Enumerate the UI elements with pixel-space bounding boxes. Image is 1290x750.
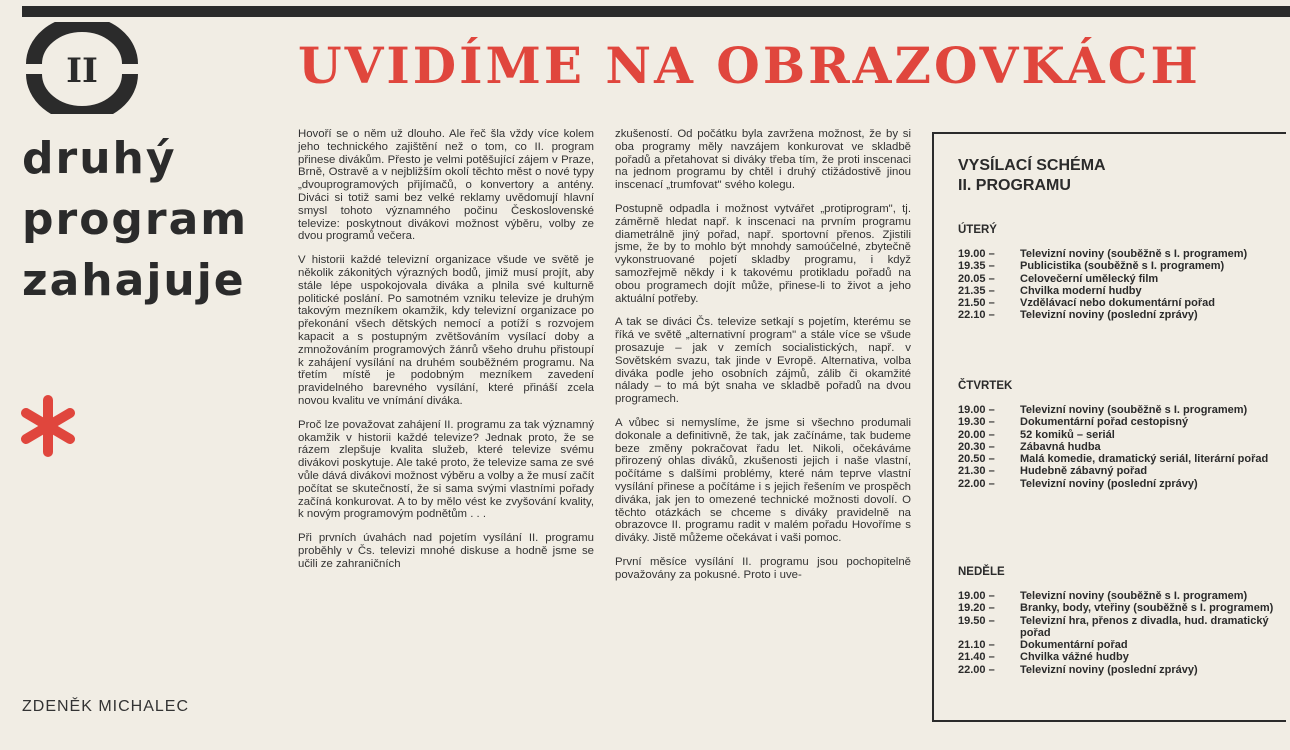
description: Dokumentární pořad cestopisný bbox=[1020, 416, 1189, 429]
schedule-item bbox=[958, 260, 1286, 272]
schedule-item bbox=[958, 285, 1286, 297]
description: Vzdělávací nebo dokumentární pořad bbox=[1020, 297, 1215, 310]
schedule-day-thursday bbox=[958, 380, 1286, 490]
tv-program-ii-icon bbox=[22, 22, 142, 114]
schedule-item bbox=[958, 590, 1286, 602]
schedule-day-tuesday bbox=[958, 224, 1286, 322]
subtitle bbox=[22, 128, 282, 311]
time: 20.50 – bbox=[958, 453, 995, 466]
paragraph: A vůbec si nemyslíme, že jsme si všechno produmali dokonale a definitivně, že tak, jak začínáme, tak budeme beze změny pokračovat řadu let. Nikoli, očekáváme přirozený ohlas diváků, zkušenosti jejich i naše vlastní, počítáme s dalšími problémy, které nám teprve vlastní vysílání přinese a počítáme i s jejich řešením ve prospěch diváka, jak jen to omezené technické možnosti dovolí. O těchto otázkách se chceme s diváky pravidelně na obrazovce II. programu radit v malém pořadu Hovoříme s diváky. Jistě můžeme očekávat i vaši pomoc. bbox=[615, 416, 911, 545]
time: 19.50 – bbox=[958, 614, 995, 627]
top-rule bbox=[22, 6, 1290, 17]
description: Televizní noviny (souběžně s I. programem) bbox=[1020, 404, 1248, 416]
description: 52 komiků – seriál bbox=[1020, 428, 1115, 441]
headline: UVIDÍME NA OBRAZOVKÁCH bbox=[298, 36, 1201, 95]
time: 20.30 – bbox=[958, 440, 995, 453]
paragraph: První měsíce vysílání II. programu jsou pochopitelně považovány za pokusné. Proto i uve- bbox=[615, 555, 911, 581]
paragraph: Postupně odpadla i možnost vytvářet „protiprogram", tj. záměrně hledat např. k inscenaci na prvním programu diametrálně jiný pořad, např. sportovní přenos. Zjistili jsme, že by to mohlo být mnohdy samoúčelné, zbytečně vykonstruované pojetí skladby programu, i když samozřejmě někdy i k takovému protikladu pořadů na obou programech dojít může, přinese-li to život a jeho aktuální potřeby. bbox=[615, 202, 911, 305]
schedule-item bbox=[958, 297, 1286, 309]
schedule-title bbox=[958, 156, 1106, 196]
description: Publicistika (souběžně s I. programem) bbox=[1020, 260, 1225, 273]
description: Zábavná hudba bbox=[1020, 440, 1101, 453]
description: Celovečerní umělecký film bbox=[1020, 272, 1159, 285]
paragraph: zkušeností. Od počátku byla zavržena možnost, že by si oba programy měly navzájem konkurovat ve skladbě pořadů a přetahovat si diváky třeba tím, že proti inscenaci na jednom programu by chtěl i druhý ctižádostivě jinou inscenací „trumfovat" svého kolegu. bbox=[615, 128, 911, 192]
schedule-item bbox=[958, 602, 1286, 614]
time: 19.30 – bbox=[958, 416, 995, 429]
day-name: ČTVRTEK bbox=[958, 380, 1013, 392]
time: 19.35 – bbox=[958, 260, 995, 273]
article-column-1 bbox=[298, 128, 594, 582]
schedule-item bbox=[958, 429, 1286, 441]
time: 19.20 – bbox=[958, 602, 995, 615]
description: Televizní hra, přenos z divadla, hud. dramatický pořad bbox=[1020, 614, 1269, 639]
logo-label: II bbox=[66, 51, 98, 91]
paragraph: Hovoří se o něm už dlouho. Ale řeč šla vždy více kolem jeho technického zajištění než o tom, co II. program přinese divákům. Přesto je velmi potěšující zájem v Praze, Brně, Ostravě a v nejbližším okolí těchto měst o nové typy „dvouprogramových přijímačů, o konvertory a antény. Diváci si totiž sami bez velké reklamy uvědomují hlavní smysl tohoto významného počinu Československé televize: poskytnout divákovi možnost výběru, volby ze dvou programů večera. bbox=[298, 128, 594, 243]
day-name: ÚTERÝ bbox=[958, 224, 997, 236]
schedule-day-sunday bbox=[958, 566, 1286, 676]
time: 19.00 – bbox=[958, 404, 995, 416]
time: 20.00 – bbox=[958, 428, 995, 441]
schedule-box bbox=[932, 132, 1286, 722]
description: Televizní noviny (poslední zprávy) bbox=[1020, 477, 1198, 490]
subtitle-line: zahajuje bbox=[22, 255, 246, 306]
time: 19.00 – bbox=[958, 590, 995, 602]
schedule-item bbox=[958, 441, 1286, 453]
paragraph: Při prvních úvahách nad pojetím vysílání II. programu proběhly v Čs. televizi mnohé diskuse a hodně jsme se učili ze zahraničních bbox=[298, 532, 594, 570]
schedule-item bbox=[958, 273, 1286, 285]
description: Chvilka vážné hudby bbox=[1020, 651, 1129, 664]
paragraph: A tak se diváci Čs. televize setkají s pojetím, kterému se říká ve světě „alternativní program" a stále více se všude prosazuje – jak v zemích socialistických, např. v Sovětském svazu, tak jinde v Evropě. Alternativa, volba diváka podle jeho osobních zájmů, zálib či okamžité nálady – to má být snaha ve skladbě pořadů na dvou programech. bbox=[615, 316, 911, 406]
schedule-item bbox=[958, 416, 1286, 428]
description: Televizní noviny (poslední zprávy) bbox=[1020, 663, 1198, 676]
time: 21.50 – bbox=[958, 297, 995, 310]
description: Televizní noviny (souběžně s I. programem) bbox=[1020, 590, 1248, 602]
schedule-item bbox=[958, 248, 1286, 260]
description: Dokumentární pořad bbox=[1020, 639, 1128, 652]
schedule-item bbox=[958, 309, 1286, 321]
description: Malá komedie, dramatický seriál, literární pořad bbox=[1020, 453, 1269, 466]
schedule-item bbox=[958, 639, 1286, 651]
description: Televizní noviny (souběžně s I. programem) bbox=[1020, 248, 1248, 260]
time: 22.10 – bbox=[958, 309, 995, 322]
time: 22.00 – bbox=[958, 477, 995, 490]
schedule-title-line: II. PROGRAMU bbox=[958, 177, 1071, 194]
asterisk-icon bbox=[20, 394, 76, 458]
description: Televizní noviny (poslední zprávy) bbox=[1020, 309, 1198, 322]
schedule-item bbox=[958, 478, 1286, 490]
time: 21.10 – bbox=[958, 639, 995, 652]
paragraph: Proč lze považovat zahájení II. programu za tak významný okamžik v historii každé televize? Jednak proto, že se rázem zlepšuje kvalita služeb, které televize svému divákovi poskytuje. Ale také proto, že televize sama ze své vůle dává divákovi možnost výběru a volby a že musí začít počítat se skutečností, že si sama svými vlastními pořady začíná konkurovat. A to by mělo vést ke zvyšování kvality, k novým programovým podnětům . . . bbox=[298, 418, 594, 521]
article-column-2 bbox=[615, 128, 911, 593]
schedule-title-line: VYSÍLACÍ SCHÉMA bbox=[958, 157, 1106, 174]
schedule-item bbox=[958, 651, 1286, 663]
author-name: ZDENĚK MICHALEC bbox=[22, 698, 190, 715]
time: 20.05 – bbox=[958, 272, 995, 285]
day-name: NEDĚLE bbox=[958, 566, 1005, 578]
time: 21.40 – bbox=[958, 651, 995, 664]
time: 21.30 – bbox=[958, 465, 995, 478]
subtitle-line: druhý bbox=[22, 133, 177, 184]
schedule-item bbox=[958, 465, 1286, 477]
schedule-item bbox=[958, 664, 1286, 676]
subtitle-line: program bbox=[22, 194, 249, 245]
time: 19.00 – bbox=[958, 248, 995, 260]
description: Chvilka moderní hudby bbox=[1020, 284, 1142, 297]
description: Hudebně zábavný pořad bbox=[1020, 465, 1148, 478]
paragraph: V historii každé televizní organizace všude ve světě je několik zákonitých výrazných bodů, jimiž musí projít, aby stále lépe uspokojovala diváka a plnila své kulturně politické poslání. Po samotném vzniku televize je druhým takovým mezníkem okamžik, kdy televizní organizace po překonání všech dětských nemocí a potíží s rozvojem kapacit a s postupným zvětšováním vysílací doby a zmnožováním programových žánrů všeho druhu přistoupí k zahájení vysílání na druhém souběžném programu. Na třetím místě je podobným mezníkem zavedení pravidelného barevného vysílání, které přináší zcela novou kvalitu ve vnímání diváka. bbox=[298, 254, 594, 407]
description: Branky, body, vteřiny (souběžně s I. programem) bbox=[1020, 602, 1274, 615]
time: 21.35 – bbox=[958, 284, 995, 297]
time: 22.00 – bbox=[958, 663, 995, 676]
schedule-item bbox=[958, 453, 1286, 465]
schedule-item bbox=[958, 615, 1286, 640]
program-logo bbox=[22, 22, 142, 114]
schedule-item bbox=[958, 404, 1286, 416]
